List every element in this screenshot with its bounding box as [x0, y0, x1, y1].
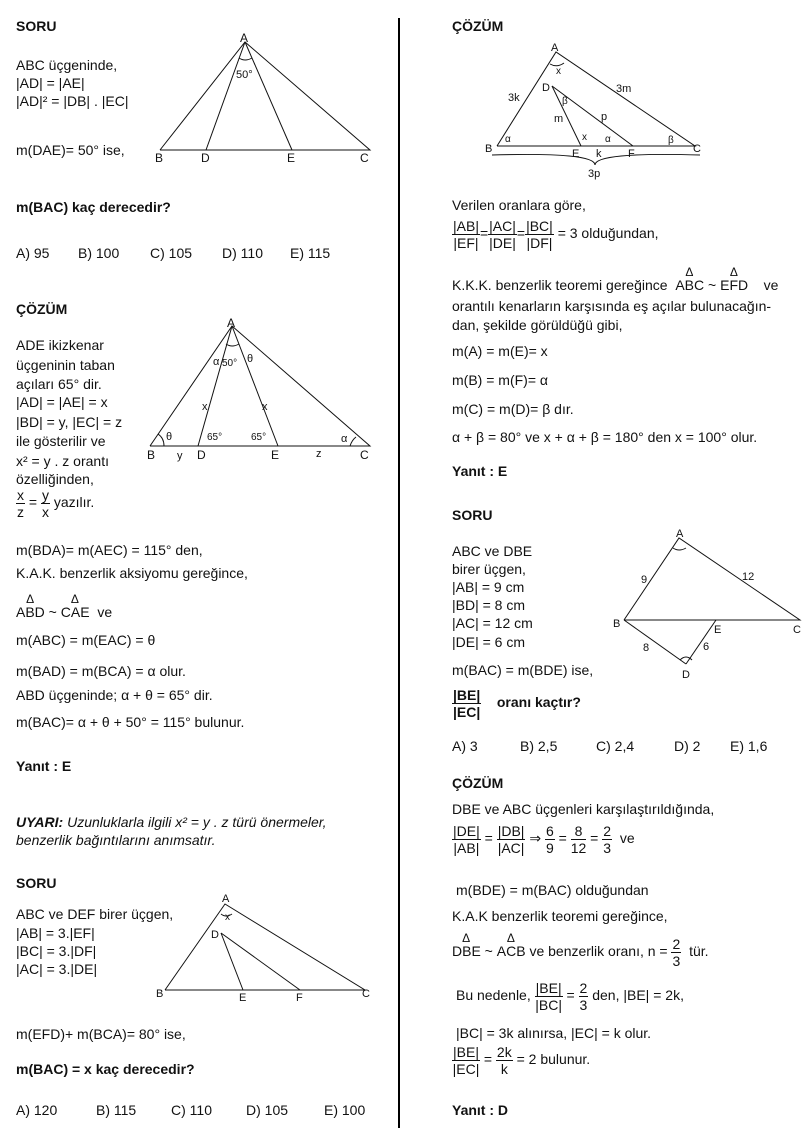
s2-fig-label: m	[554, 113, 564, 125]
s2-fig-label: k	[596, 148, 602, 160]
q2-fig-label: C	[362, 988, 370, 1000]
s1-fig-label: 65°	[251, 432, 267, 443]
q3-fig-label: B	[613, 618, 621, 630]
s1-fig-label: z	[316, 448, 322, 460]
q3-fig-label: 9	[641, 574, 648, 586]
q1-line: |AD|² = |DB| . |EC|	[16, 93, 129, 109]
s1-line: açıları 65° dir.	[16, 376, 102, 392]
q1-question: m(BAC) kaç derecedir?	[16, 199, 171, 215]
s1-line: m(BDA)= m(AEC) = 115° den,	[16, 542, 203, 558]
s3-line: m(BDE) = m(BAC) olduğundan	[456, 882, 649, 898]
s1-line: ABD üçgeninde; α + θ = 65° dir.	[16, 687, 213, 703]
q3-fig-label: 12	[742, 571, 755, 583]
s2-fig-label: β	[668, 135, 674, 146]
q2-choice[interactable]: B) 115	[96, 1102, 137, 1118]
q2-choice[interactable]: D) 105	[246, 1102, 289, 1118]
s1-fig-label: θ	[247, 353, 254, 365]
s1-fig-label: α	[341, 433, 348, 445]
q3-line: |BD| = 8 cm	[452, 597, 526, 613]
q2-fig-label: x	[225, 912, 230, 923]
s2-fig-label: p	[601, 111, 608, 123]
q2-fig-label: F	[296, 992, 303, 1004]
q2-fig-label: E	[239, 992, 247, 1004]
s1-fig-label: 65°	[207, 432, 223, 443]
s1-fig-label: α	[213, 356, 220, 368]
s1-fig-label: D	[197, 448, 206, 462]
s2-fig-label: E	[572, 148, 580, 160]
q1-line: m(DAE)= 50° ise,	[16, 142, 125, 158]
s2-fig-label: D	[542, 82, 550, 94]
s2-line: α + β = 80° ve x + α + β = 180° den x = 100° olur.	[452, 429, 758, 445]
q3-fig-label: E	[714, 624, 722, 636]
q2-line: ABC ve DEF birer üçgen,	[16, 906, 174, 922]
q3-condition: m(BAC) = m(BDE) ise,	[452, 662, 594, 678]
s2-line: m(A) = m(E)= x	[452, 343, 548, 359]
q1-fig-label: C	[360, 151, 369, 165]
s2-fig-label: x	[556, 66, 561, 77]
s2-line: Verilen oranlara göre,	[452, 197, 586, 213]
q2-condition: m(EFD)+ m(BCA)= 80° ise,	[16, 1026, 186, 1042]
s2-fig-label: 3k	[508, 92, 520, 104]
s2-fig-label: F	[628, 148, 635, 160]
q3-fig-label: A	[676, 528, 684, 540]
q3-heading: SORU	[452, 507, 493, 523]
q1-choice[interactable]: C) 105	[150, 245, 193, 261]
s1-line: x² = y . z orantı	[16, 453, 109, 469]
s2-ratio: $\frac{|AB|}{|EF|}$ = $\frac{|AC|}{|DE|}$ = $\frac{|BC|}{|DF|}$ = 3 olduğundan,	[453, 218, 659, 251]
q2-fig-label: A	[222, 893, 230, 905]
q3-fig-label: D	[682, 669, 690, 681]
q3-fig-label: 6	[703, 641, 710, 653]
s2-fig-label: α	[505, 134, 511, 145]
q3-fig-label: 8	[643, 642, 650, 654]
q1-fig-angle: 50°	[236, 69, 253, 81]
warning-note-line2: benzerlik bağıntılarını anımsatır.	[16, 832, 216, 848]
s1-line: ile gösterilir ve	[16, 433, 106, 449]
s3-line: $\frac{|BE|}{|EC|}$ = $\frac{2k}{k}$ = 2 bulunur.	[452, 1044, 591, 1077]
q2-fig-label: B	[156, 988, 164, 1000]
q3-fig-label: C	[793, 624, 801, 636]
q2-question: m(BAC) = x kaç derecedir?	[16, 1061, 195, 1077]
s3-line: Bu nedenle, $\frac{|BE|}{|BC|}$ = $\frac{2}{3}$ den, |BE| = 2k,	[456, 980, 684, 1013]
s1-line: |AD| = |AE| = x	[16, 394, 108, 410]
s3-ratio: $\frac{|DE|}{|AB|}$ = $\frac{|DB|}{|AC|}$ ⇒ $\frac{6}{9}$ = $\frac{8}{12}$ = $\frac{2}{3}$ ve	[453, 823, 635, 856]
q2-choice[interactable]: E) 100	[324, 1102, 366, 1118]
s1-line: m(BAD) = m(BCA) = α olur.	[16, 663, 186, 679]
s1-line: K.A.K. benzerlik aksiyomu gereğince,	[16, 565, 248, 581]
s1-proportion: $\frac{x}{z}$ = $\frac{y}{x}$ yazılır.	[17, 487, 95, 520]
s1-fig-label: x	[202, 401, 208, 413]
s2-line: orantılı kenarların karşısında eş açılar bulunacağın-	[452, 298, 772, 314]
s1-fig-label: A	[227, 316, 236, 330]
q3-question: $\frac{|BE|}{|EC|}$ oranı kaçtır?	[453, 687, 581, 720]
q1-line: ABC üçgeninde,	[16, 57, 118, 73]
s3-answer: Yanıt : D	[452, 1102, 509, 1118]
s1-line: m(ABC) = m(EAC) = θ	[16, 632, 156, 648]
s3-heading: ÇÖZÜM	[452, 775, 504, 791]
q2-choice[interactable]: A) 120	[16, 1102, 58, 1118]
s2-fig-label: B	[485, 143, 493, 155]
q1-choice[interactable]: B) 100	[78, 245, 120, 261]
s2-similarity: K.K.K. benzerlik teoremi gereğince Δ ABC ~ Δ EFD ve	[452, 276, 778, 294]
s1-fig-label: E	[271, 448, 280, 462]
q3-choice[interactable]: C) 2,4	[596, 738, 635, 754]
q3-line: birer üçgen,	[452, 561, 526, 577]
q3-line: |AC| = 12 cm	[452, 615, 533, 631]
q3-line: ABC ve DBE	[452, 543, 533, 559]
q3-choice[interactable]: D) 2	[674, 738, 701, 754]
s2-fig-label: α	[605, 134, 611, 145]
s1-fig-label: C	[360, 448, 369, 462]
q1-choice[interactable]: E) 115	[290, 245, 331, 261]
q1-choice[interactable]: D) 110	[222, 245, 263, 261]
s3-line: DBE ve ABC üçgenleri karşılaştırıldığında,	[452, 801, 715, 817]
q2-fig-label: D	[211, 929, 219, 941]
s1-fig-label: 50°	[222, 358, 238, 369]
s2-fig-label: 3m	[616, 83, 632, 95]
s1-similarity: Δ ABD ~ Δ CAE ve	[16, 603, 112, 621]
q1-fig-label: D	[201, 151, 210, 165]
s2-line: dan, şekilde görüldüğü gibi,	[452, 317, 623, 333]
s1-answer: Yanıt : E	[16, 758, 72, 774]
q2-line: |AC| = 3.|DE|	[16, 961, 98, 977]
s1-line: m(BAC)= α + θ + 50° = 115° bulunur.	[16, 714, 245, 730]
s1-line: |BD| = y, |EC| = z	[16, 414, 123, 430]
s1-line: ADE ikizkenar	[16, 337, 104, 353]
s2-fig-label: A	[551, 42, 559, 54]
q3-choice[interactable]: A) 3	[452, 738, 478, 754]
s2-heading: ÇÖZÜM	[452, 18, 504, 34]
q1-fig-label: B	[155, 151, 164, 165]
q3-choice[interactable]: B) 2,5	[520, 738, 558, 754]
s1-heading: ÇÖZÜM	[16, 301, 68, 317]
s2-answer: Yanıt : E	[452, 463, 508, 479]
s1-fig-label: θ	[166, 431, 173, 443]
q1-choice[interactable]: A) 95	[16, 245, 50, 261]
s3-line: K.A.K benzerlik teoremi gereğince,	[452, 908, 668, 924]
s2-fig-label: C	[693, 143, 701, 155]
s1-line: üçgeninin taban	[16, 357, 115, 373]
q2-choice[interactable]: C) 110	[171, 1102, 212, 1118]
s2-fig-label: β	[562, 96, 568, 107]
q3-choice[interactable]: E) 1,6	[730, 738, 768, 754]
q1-heading: SORU	[16, 18, 57, 34]
s1-fig-label: x	[262, 401, 268, 413]
q2-heading: SORU	[16, 875, 57, 891]
s3-line: |BC| = 3k alınırsa, |EC| = k olur.	[456, 1025, 652, 1041]
s1-fig-label: y	[177, 450, 183, 462]
q2-line: |AB| = 3.|EF|	[16, 925, 95, 941]
q1-fig-label: A	[240, 31, 249, 45]
s2-fig-label: x	[582, 132, 587, 143]
q1-fig-label: E	[287, 151, 296, 165]
q1-line: |AD| = |AE|	[16, 75, 85, 91]
q3-line: |AB| = 9 cm	[452, 579, 525, 595]
q2-line: |BC| = 3.|DF|	[16, 943, 97, 959]
s2-line: m(C) = m(D)= β dır.	[452, 401, 574, 417]
warning-note: UYARI: Uzunluklarla ilgili x² = y . z türü önermeler,	[16, 814, 327, 830]
s1-fig-label: B	[147, 448, 156, 462]
s3-similarity: Δ DBE ~ Δ ACB ve benzerlik oranı, n = $\frac{2}{3}$ tür.	[452, 936, 709, 969]
s1-line: özelliğinden,	[16, 471, 94, 487]
s2-fig-label: 3p	[588, 168, 601, 180]
s2-line: m(B) = m(F)= α	[452, 372, 548, 388]
q3-line: |DE| = 6 cm	[452, 634, 526, 650]
